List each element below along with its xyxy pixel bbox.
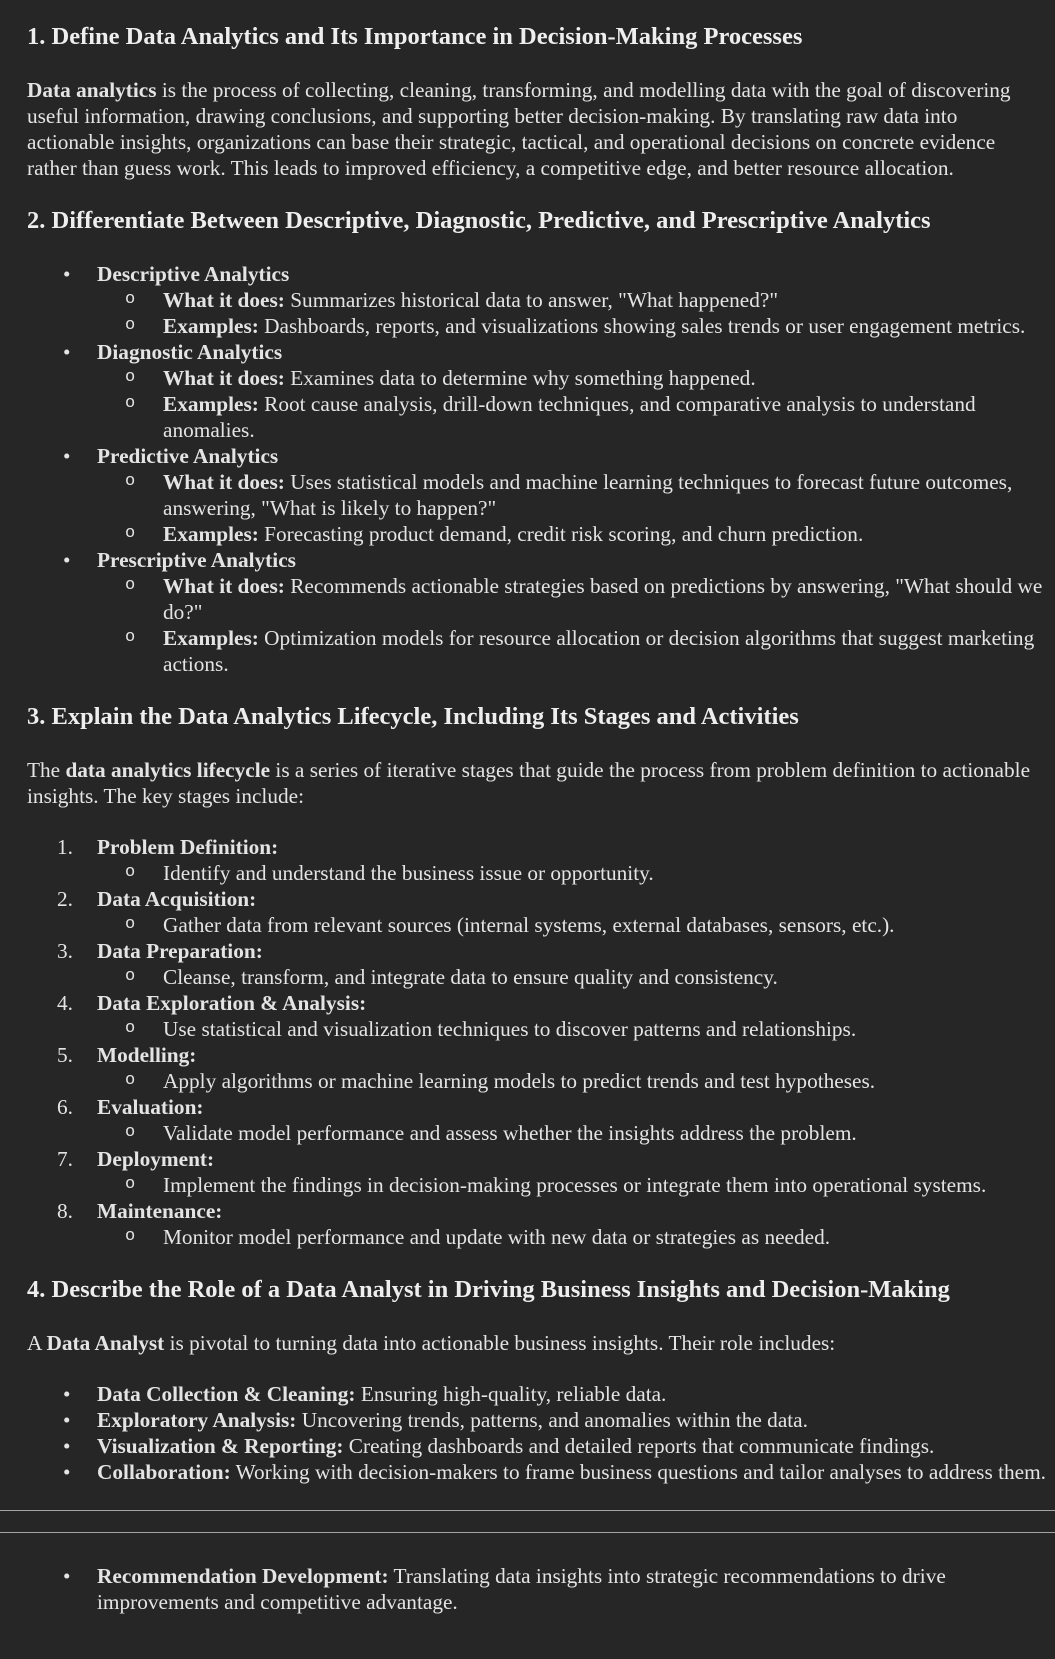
text-run: Identify and understand the business issue or opportunity. bbox=[163, 861, 654, 885]
sub-list-item bbox=[27, 1224, 1050, 1250]
text-run: Uses statistical models and machine learning techniques to forecast future outcomes, answering, "What is likely to happen?" bbox=[163, 470, 1013, 520]
bullet-marker: • bbox=[63, 1564, 71, 1588]
bold-text-run: Examples: bbox=[163, 522, 259, 546]
bold-text-run: Prescriptive Analytics bbox=[97, 548, 296, 572]
sub-list-item-text bbox=[163, 392, 976, 442]
text-run: The bbox=[27, 758, 66, 782]
text-run: Implement the findings in decision-making processes or integrate them into operational systems. bbox=[163, 1173, 987, 1197]
number-marker: 3. bbox=[57, 939, 73, 963]
sub-list-item-text bbox=[163, 1173, 986, 1197]
list-item bbox=[27, 990, 1050, 1016]
list-item-text bbox=[97, 1147, 214, 1171]
page-break bbox=[0, 1510, 1055, 1533]
bold-text-run: data analytics lifecycle bbox=[65, 758, 271, 782]
text-run: Working with decision-makers to frame business questions and tailor analyses to address them. bbox=[230, 1460, 1046, 1484]
bold-text-run: Data Collection & Cleaning: bbox=[97, 1382, 356, 1406]
list-item bbox=[27, 1381, 1050, 1407]
list-item bbox=[27, 1407, 1050, 1433]
list-item-text bbox=[97, 1095, 204, 1119]
list-item-text bbox=[97, 991, 366, 1015]
sub-list-item bbox=[27, 287, 1050, 313]
sub-list-item bbox=[27, 313, 1050, 339]
bullet-marker: • bbox=[63, 1408, 71, 1432]
list-item bbox=[27, 547, 1050, 573]
list-item-text bbox=[97, 887, 256, 911]
sub-list-item bbox=[27, 860, 1050, 886]
circle-marker: o bbox=[125, 290, 136, 309]
list-item bbox=[27, 1198, 1050, 1224]
text-run: is pivotal to turning data into actionable business insights. Their role includes: bbox=[164, 1331, 836, 1355]
sub-list-item-text bbox=[163, 522, 863, 546]
bold-text-run: Recommendation Development: bbox=[97, 1564, 389, 1588]
bold-text-run: Visualization & Reporting: bbox=[97, 1434, 344, 1458]
text-run: Uncovering trends, patterns, and anomalies within the data. bbox=[296, 1408, 808, 1432]
list-item bbox=[27, 339, 1050, 365]
list-item-text bbox=[97, 444, 278, 468]
list-item bbox=[27, 1563, 1050, 1615]
bullet-marker: • bbox=[63, 1460, 71, 1484]
list-item bbox=[27, 261, 1050, 287]
bold-text-run: Descriptive Analytics bbox=[97, 262, 290, 286]
number-marker: 6. bbox=[57, 1095, 73, 1119]
sub-list-item-text bbox=[163, 288, 778, 312]
sub-list-item-text bbox=[163, 366, 756, 390]
text-run: A bbox=[27, 1331, 47, 1355]
text-run: Recommends actionable strategies based on predictions by answering, "What should we do?" bbox=[163, 574, 1043, 624]
section-heading: 3. Explain the Data Analytics Lifecycle, Including Its Stages and Activities bbox=[27, 703, 799, 730]
section-heading: 2. Differentiate Between Descriptive, Diagnostic, Predictive, and Prescriptive Analytics bbox=[27, 207, 931, 234]
bold-text-run: Data analytics bbox=[27, 78, 157, 102]
number-marker: 4. bbox=[57, 991, 73, 1015]
text-run: Apply algorithms or machine learning models to predict trends and test hypotheses. bbox=[163, 1069, 876, 1093]
text-run: Optimization models for resource allocation or decision algorithms that suggest marketing actions. bbox=[163, 626, 1035, 676]
circle-marker: o bbox=[125, 368, 136, 387]
circle-marker: o bbox=[125, 1071, 136, 1090]
sub-list-item-text bbox=[163, 913, 895, 937]
list-item bbox=[27, 1433, 1050, 1459]
text-run: Root cause analysis, drill-down techniques, and comparative analysis to understand anomalies. bbox=[163, 392, 976, 442]
bold-text-run: Maintenance: bbox=[97, 1199, 223, 1223]
list-item-text bbox=[97, 340, 282, 364]
sub-list-item-text bbox=[163, 965, 778, 989]
text-run: Cleanse, transform, and integrate data to ensure quality and consistency. bbox=[163, 965, 778, 989]
list-item-text bbox=[97, 1408, 808, 1432]
bold-text-run: What it does: bbox=[163, 470, 285, 494]
sub-list-item bbox=[27, 573, 1050, 625]
text-run: Monitor model performance and update with new data or strategies as needed. bbox=[163, 1225, 831, 1249]
list-item-text bbox=[97, 1434, 934, 1458]
number-marker: 7. bbox=[57, 1147, 73, 1171]
bold-text-run: Deployment: bbox=[97, 1147, 215, 1171]
circle-marker: o bbox=[125, 524, 136, 543]
sub-list-item-text bbox=[163, 574, 1042, 624]
list-item bbox=[27, 1146, 1050, 1172]
list-item-text bbox=[97, 1199, 222, 1223]
text-run: Gather data from relevant sources (internal systems, external databases, sensors, etc.). bbox=[163, 913, 895, 937]
sub-list-item bbox=[27, 1016, 1050, 1042]
bold-text-run: Data Exploration & Analysis: bbox=[97, 991, 367, 1015]
list-item-text bbox=[97, 1460, 1046, 1484]
bold-text-run: Data Analyst bbox=[46, 1331, 165, 1355]
sub-list-item bbox=[27, 365, 1050, 391]
text-run: Creating dashboards and detailed reports that communicate findings. bbox=[343, 1434, 935, 1458]
list-item bbox=[27, 886, 1050, 912]
sub-list-item-text bbox=[163, 470, 1012, 520]
paragraph bbox=[27, 757, 1050, 809]
sub-list-item-text bbox=[163, 1069, 875, 1093]
bullet-list bbox=[27, 1563, 1050, 1615]
bold-text-run: Examples: bbox=[163, 314, 259, 338]
text-run: Summarizes historical data to answer, "What happened?" bbox=[284, 288, 779, 312]
bullet-marker: • bbox=[63, 548, 71, 572]
bullet-list bbox=[27, 261, 1050, 677]
circle-marker: o bbox=[125, 1175, 136, 1194]
bold-text-run: What it does: bbox=[163, 366, 285, 390]
bold-text-run: Evaluation: bbox=[97, 1095, 204, 1119]
circle-marker: o bbox=[125, 576, 136, 595]
bullet-marker: • bbox=[63, 1434, 71, 1458]
bullet-list bbox=[27, 1381, 1050, 1485]
bold-text-run: Data Acquisition: bbox=[97, 887, 257, 911]
sub-list-item bbox=[27, 912, 1050, 938]
bold-text-run: Problem Definition: bbox=[97, 835, 279, 859]
circle-marker: o bbox=[125, 628, 136, 647]
list-item-text bbox=[97, 835, 278, 859]
circle-marker: o bbox=[125, 863, 136, 882]
list-item-text bbox=[97, 262, 289, 286]
list-item-text bbox=[97, 1564, 946, 1614]
number-marker: 5. bbox=[57, 1043, 73, 1067]
circle-marker: o bbox=[125, 472, 136, 491]
list-item bbox=[27, 1042, 1050, 1068]
list-item bbox=[27, 938, 1050, 964]
text-run: Dashboards, reports, and visualizations showing sales trends or user engagement metrics. bbox=[258, 314, 1026, 338]
sub-list-item-text bbox=[163, 861, 654, 885]
sub-list-item bbox=[27, 469, 1050, 521]
sub-list-item-text bbox=[163, 626, 1034, 676]
list-item-text bbox=[97, 1382, 666, 1406]
list-item bbox=[27, 443, 1050, 469]
bullet-marker: • bbox=[63, 444, 71, 468]
sub-list-item bbox=[27, 1172, 1050, 1198]
bold-text-run: Diagnostic Analytics bbox=[97, 340, 283, 364]
list-item-text bbox=[97, 548, 296, 572]
numbered-list bbox=[27, 834, 1050, 1250]
sub-list-item-text bbox=[163, 1225, 830, 1249]
text-run: is the process of collecting, cleaning, transforming, and modelling data with the goal of discovering useful information, drawing conclusions, and supporting better decision-making. By translating raw data into actionable insights, organizations can base their strategic, tactical, and operational decisions on concrete evidence rather than guess work. This leads to improved efficiency, a competitive edge, and better resource allocation. bbox=[27, 78, 1011, 180]
text-run: Forecasting product demand, credit risk scoring, and churn prediction. bbox=[258, 522, 864, 546]
bullet-marker: • bbox=[63, 340, 71, 364]
circle-marker: o bbox=[125, 1019, 136, 1038]
text-run: Translating data insights into strategic recommendations to drive improvements and competitive advantage. bbox=[97, 1564, 946, 1614]
bold-text-run: What it does: bbox=[163, 574, 285, 598]
text-run: Validate model performance and assess whether the insights address the problem. bbox=[163, 1121, 857, 1145]
list-item bbox=[27, 1459, 1050, 1485]
circle-marker: o bbox=[125, 967, 136, 986]
list-item bbox=[27, 1094, 1050, 1120]
bold-text-run: Modelling: bbox=[97, 1043, 197, 1067]
circle-marker: o bbox=[125, 1123, 136, 1142]
bold-text-run: Data Preparation: bbox=[97, 939, 263, 963]
page-break-gap bbox=[0, 1511, 1055, 1532]
number-marker: 1. bbox=[57, 835, 73, 859]
bold-text-run: Predictive Analytics bbox=[97, 444, 279, 468]
circle-marker: o bbox=[125, 1227, 136, 1246]
bullet-marker: • bbox=[63, 1382, 71, 1406]
sub-list-item-text bbox=[163, 1121, 857, 1145]
section-heading: 4. Describe the Role of a Data Analyst in Driving Business Insights and Decision-Making bbox=[27, 1276, 950, 1303]
paragraph bbox=[27, 77, 1050, 181]
sub-list-item bbox=[27, 964, 1050, 990]
sub-list-item bbox=[27, 1068, 1050, 1094]
circle-marker: o bbox=[125, 915, 136, 934]
sub-list-item-text bbox=[163, 1017, 856, 1041]
text-run: Examines data to determine why something happened. bbox=[284, 366, 756, 390]
circle-marker: o bbox=[125, 316, 136, 335]
sub-list-item bbox=[27, 391, 1050, 443]
bold-text-run: Exploratory Analysis: bbox=[97, 1408, 297, 1432]
circle-marker: o bbox=[125, 394, 136, 413]
bold-text-run: What it does: bbox=[163, 288, 285, 312]
bullet-marker: • bbox=[63, 262, 71, 286]
paragraph bbox=[27, 1330, 1050, 1356]
sub-list-item bbox=[27, 625, 1050, 677]
text-run: Ensuring high-quality, reliable data. bbox=[355, 1382, 667, 1406]
number-marker: 2. bbox=[57, 887, 73, 911]
number-marker: 8. bbox=[57, 1199, 73, 1223]
page-break-line bbox=[0, 1532, 1055, 1533]
list-item bbox=[27, 834, 1050, 860]
bold-text-run: Collaboration: bbox=[97, 1460, 231, 1484]
sub-list-item bbox=[27, 1120, 1050, 1146]
list-item-text bbox=[97, 939, 263, 963]
bold-text-run: Examples: bbox=[163, 626, 259, 650]
sub-list-item-text bbox=[163, 314, 1025, 338]
section-heading: 1. Define Data Analytics and Its Importance in Decision-Making Processes bbox=[27, 23, 803, 50]
text-run: Use statistical and visualization techniques to discover patterns and relationships. bbox=[163, 1017, 857, 1041]
text-run: is a series of iterative stages that guide the process from problem definition to actionable insights. The key stages include: bbox=[27, 758, 1031, 808]
list-item-text bbox=[97, 1043, 196, 1067]
sub-list-item bbox=[27, 521, 1050, 547]
bold-text-run: Examples: bbox=[163, 392, 259, 416]
